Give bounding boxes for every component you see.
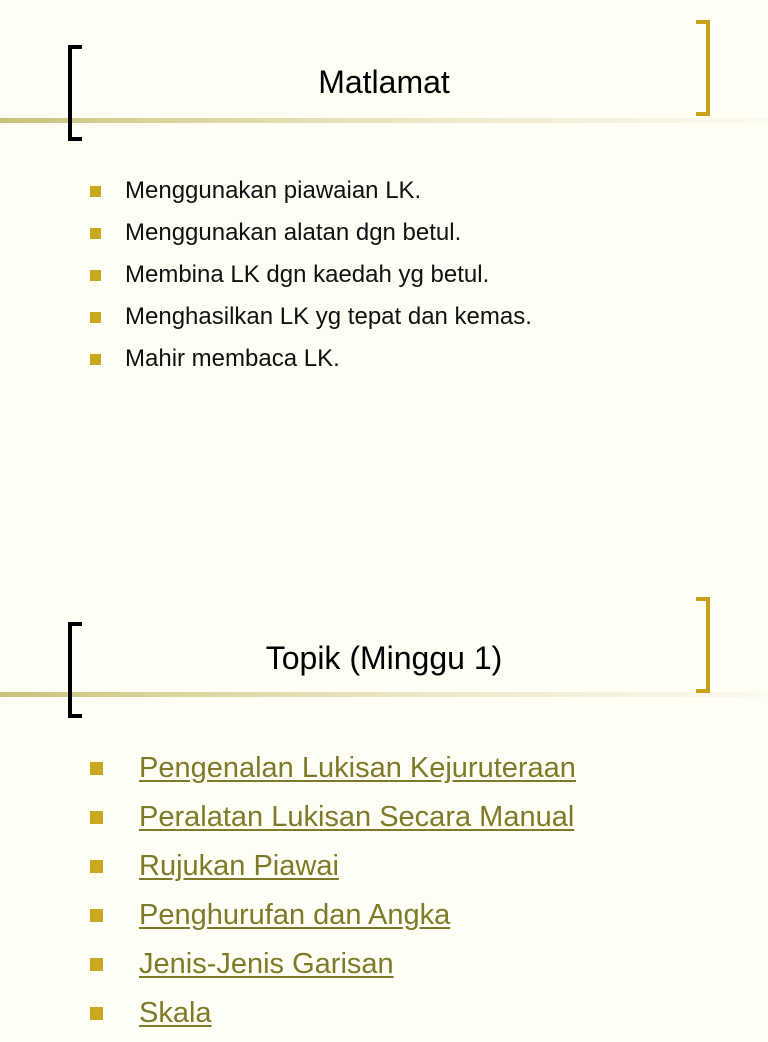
bullet-square-icon bbox=[90, 762, 103, 775]
bullet-square-icon bbox=[90, 909, 103, 922]
topic-link[interactable]: Jenis-Jenis Garisan bbox=[139, 948, 394, 980]
list-item bbox=[90, 301, 532, 343]
list-item bbox=[90, 895, 576, 944]
topic-link[interactable]: Skala bbox=[139, 997, 212, 1029]
bullet-square-icon bbox=[90, 1007, 103, 1020]
bullet-square-icon bbox=[90, 312, 101, 323]
list-item-text: Mahir membaca LK. bbox=[125, 345, 340, 372]
topic-link[interactable]: Pengenalan Lukisan Kejuruteraan bbox=[139, 752, 576, 784]
topics-list bbox=[90, 748, 576, 1042]
list-item bbox=[90, 846, 576, 895]
list-item bbox=[90, 748, 576, 797]
topic-link[interactable]: Penghurufan dan Angka bbox=[139, 899, 451, 931]
title-rule bbox=[0, 692, 768, 697]
bullet-square-icon bbox=[90, 811, 103, 824]
topic-link[interactable]: Rujukan Piawai bbox=[139, 850, 339, 882]
title-rule bbox=[0, 118, 768, 123]
objectives-list bbox=[90, 175, 532, 385]
bullet-square-icon bbox=[90, 228, 101, 239]
topic-link[interactable]: Peralatan Lukisan Secara Manual bbox=[139, 801, 575, 833]
bullet-square-icon bbox=[90, 860, 103, 873]
list-item bbox=[90, 797, 576, 846]
slide-title: Matlamat bbox=[318, 64, 450, 100]
list-item bbox=[90, 944, 576, 993]
bullet-square-icon bbox=[90, 958, 103, 971]
list-item-text: Menggunakan alatan dgn betul. bbox=[125, 219, 462, 246]
list-item-text: Menghasilkan LK yg tepat dan kemas. bbox=[125, 303, 532, 330]
slide-title: Topik (Minggu 1) bbox=[265, 640, 503, 676]
list-item bbox=[90, 343, 532, 385]
list-item bbox=[90, 217, 532, 259]
list-item bbox=[90, 993, 576, 1042]
bullet-square-icon bbox=[90, 186, 101, 197]
list-item-text: Menggunakan piawaian LK. bbox=[125, 177, 422, 204]
bullet-square-icon bbox=[90, 354, 101, 365]
list-item-text: Membina LK dgn kaedah yg betul. bbox=[125, 261, 490, 288]
list-item bbox=[90, 259, 532, 301]
bullet-square-icon bbox=[90, 270, 101, 281]
list-item bbox=[90, 175, 532, 217]
